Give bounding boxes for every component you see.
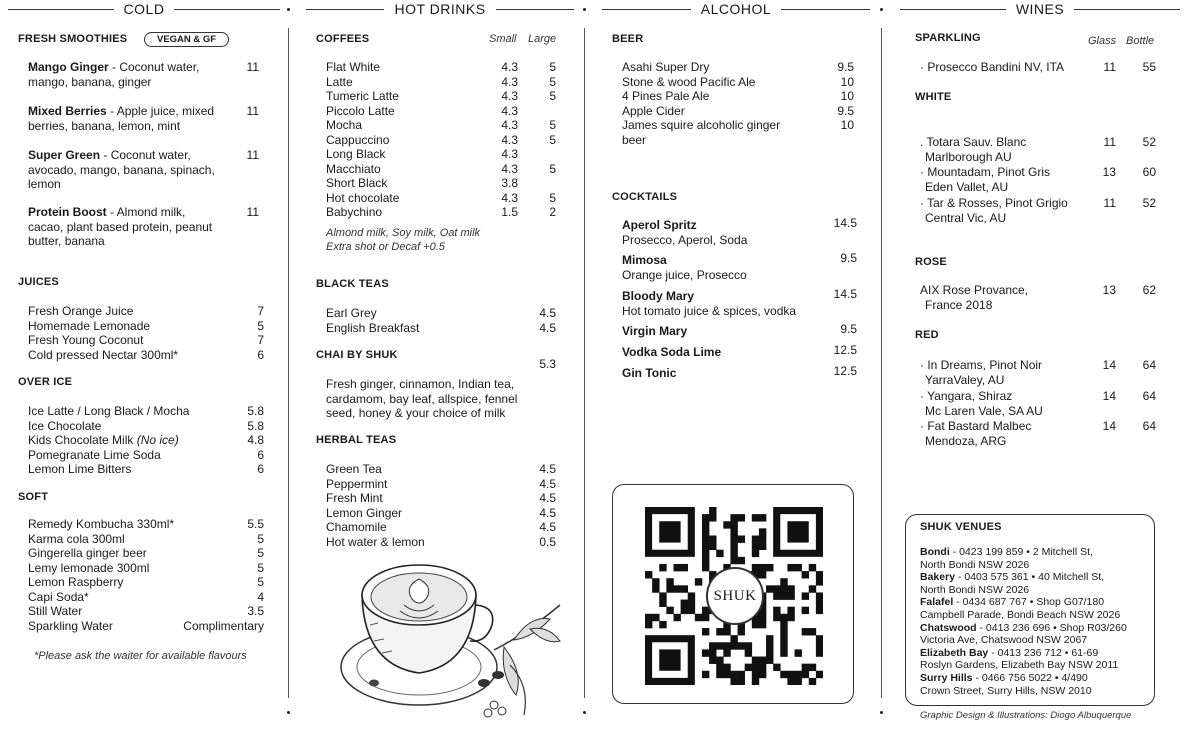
black-tea-item-price: 4.5 [539, 306, 556, 320]
red-wine-bottle-price: 64 [1142, 419, 1156, 433]
bottle-label: Bottle [1126, 35, 1155, 47]
soft-drink-item-price: 5 [257, 575, 264, 589]
sparkling-heading: SPARKLING [915, 32, 981, 44]
coffee-name: Short Black [326, 176, 388, 190]
herbal-tea-item-price: 4.5 [539, 505, 556, 520]
soft-drink-item-name: Lemon Raspberry [28, 575, 124, 589]
large-size-label: Large [528, 33, 557, 45]
coffee-large-price: 5 [549, 118, 556, 132]
coffee-small-price: 4.3 [501, 132, 518, 147]
beer-name: Apple Cider [622, 103, 685, 118]
extra-shot-note: Extra shot or Decaf +0.5 [326, 241, 445, 253]
coffees-heading: COFFEES [316, 33, 370, 45]
soft-drink-item [28, 517, 264, 532]
smoothie-item [28, 205, 218, 249]
cold-column [8, 0, 280, 729]
smoothie-description: - Apple juice, mixed berries, banana, lemon, mint [28, 104, 215, 133]
venue-address: Victoria Ave, Chatswood NSW 2067 [920, 634, 1088, 647]
coffee-small-price: 4.3 [501, 74, 518, 89]
divider-dot [583, 8, 586, 11]
wines-header [900, 0, 1180, 18]
soft-drink-item-name: Karma cola 300ml [28, 531, 125, 546]
coffee-name: Latte [326, 74, 353, 89]
white-wine-region: Eden Vallet, AU [925, 180, 1009, 194]
soft-drink-item [28, 590, 264, 605]
coffee-name: Long Black [326, 147, 386, 161]
soft-drink-item-name: Sparkling Water [28, 618, 113, 633]
herbal-tea-item [326, 506, 556, 521]
venues-card [905, 514, 1155, 706]
herbal-tea-item-name: Chamomile [326, 520, 387, 534]
cocktail-description: Prosecco, Aperol, Soda [622, 233, 748, 247]
smoothie-price: 11 [246, 148, 259, 162]
smoothie-description: - Almond milk, cacao, plant based protein, peanut butter, banana [28, 205, 213, 248]
soft-drink-item [28, 546, 264, 561]
smoothie-item [28, 104, 218, 133]
column-divider [584, 28, 585, 698]
over-ice-item-name: Lemon Lime Bitters [28, 462, 132, 476]
coffee-small-price: 4.3 [501, 190, 518, 205]
black-tea-item [326, 306, 556, 321]
over-ice-item-price: 4.8 [247, 433, 264, 447]
soft-drink-item-name: Capi Soda* [28, 589, 89, 604]
cocktail-name: Bloody Mary [622, 289, 695, 303]
juice-item-name: Homemade Lemonade [28, 318, 151, 333]
soft-drink-item-price: 5 [257, 546, 264, 560]
herbal-tea-item-name: Green Tea [326, 462, 382, 476]
coffee-large-price: 5 [549, 132, 556, 147]
white-wine-bottle-price: 52 [1142, 135, 1156, 149]
red-heading: RED [915, 329, 939, 341]
juices-heading: JUICES [18, 276, 59, 288]
smoothie-price: 11 [246, 60, 259, 74]
coffee-small-price: 4.3 [501, 60, 518, 74]
venue-name: Chatswood [920, 621, 977, 634]
white-wine-name: · Mountadam, Pinot Gris [920, 165, 1051, 179]
white-wine-name: . Totara Sauv. Blanc [920, 135, 1027, 149]
cocktails-heading: COCKTAILS [612, 191, 678, 203]
venue-entry [920, 647, 1150, 672]
chai-heading: CHAI BY SHUK [316, 349, 398, 361]
cocktail-name: Mimosa [622, 253, 667, 267]
design-credit: Graphic Design & Illustrations: Diogo Albuquerque [920, 710, 1132, 721]
over-ice-item-price: 5.8 [247, 404, 264, 418]
venue-address: North Bondi NSW 2026 [920, 583, 1030, 596]
over-ice-item [28, 433, 264, 448]
smoothies-heading: FRESH SMOOTHIES [18, 33, 128, 45]
cocktail-name: Gin Tonic [622, 366, 677, 380]
cocktail-name: Vodka Soda Lime [622, 345, 722, 359]
black-tea-item-name: English Breakfast [326, 320, 420, 335]
cocktail-description: Orange juice, Prosecco [622, 268, 747, 282]
over-ice-item [28, 404, 264, 419]
beer-name: James squire alcoholic ginger beer [622, 118, 781, 147]
smoothie-item [28, 60, 218, 89]
white-wine-glass-price: 11 [1103, 196, 1116, 210]
coffee-name: Cappuccino [326, 132, 390, 147]
over-ice-item-price: 6 [257, 462, 264, 476]
flavours-footnote: *Please ask the waiter for available flavours [34, 650, 247, 662]
red-wine-glass-price: 14 [1102, 419, 1116, 433]
soft-drink-item [28, 575, 264, 590]
juice-item [28, 348, 264, 363]
wines-column [900, 0, 1180, 729]
qr-code-card[interactable] [612, 484, 854, 704]
beer-price: 9.5 [837, 103, 854, 118]
beer-heading: BEER [612, 33, 644, 45]
coffee-large-price: 5 [549, 60, 556, 74]
venue-details: - 0403 575 361 • 40 Mitchell St, [955, 571, 1105, 584]
venue-details: - 0434 687 767 • Shop G07/180 [953, 596, 1105, 609]
soft-drink-item-price: 5 [257, 560, 264, 575]
beer-name: Stone & wood Pacific Ale [622, 74, 756, 89]
smoothie-price: 11 [246, 104, 259, 118]
venue-address: Crown Street, Surry Hills, NSW 2010 [920, 684, 1092, 697]
herbal-tea-item [326, 535, 556, 550]
soft-drink-item-name: Still Water [28, 604, 83, 618]
smoothie-name: Mango Ginger [28, 60, 109, 74]
white-wine-bottle-price: 52 [1142, 196, 1156, 210]
black-tea-item-price: 4.5 [539, 320, 556, 335]
coffee-large-price: 5 [549, 74, 556, 89]
coffee-name: Piccolo Latte [326, 103, 395, 118]
rose-wine-name: AIX Rose Provance, [920, 283, 1029, 297]
red-wine-region: YarraValey, AU [925, 373, 1005, 387]
milk-note: Almond milk, Soy milk, Oat milk [326, 227, 481, 239]
venue-name: Falafel [920, 596, 954, 609]
over-ice-item [28, 462, 264, 477]
juice-item [28, 319, 264, 334]
venue-name: Surry Hills [920, 671, 973, 684]
soft-drink-item [28, 532, 264, 547]
venues-heading: SHUK VENUES [920, 521, 1002, 533]
vegan-gf-badge: VEGAN & GF [144, 32, 229, 47]
cocktail-price: 9.5 [840, 322, 857, 336]
smoothie-item [28, 148, 218, 192]
divider-dot [880, 711, 883, 714]
beer-price: 9.5 [837, 60, 854, 74]
over-ice-item-price: 6 [257, 447, 264, 462]
cocktail-price: 12.5 [833, 364, 857, 378]
venue-address: Roslyn Gardens, Elizabeth Bay NSW 2011 [920, 659, 1119, 672]
red-wine-name: · Fat Bastard Malbec [920, 419, 1032, 433]
venue-address: Campbell Parade, Bondi Beach NSW 2026 [920, 608, 1121, 621]
white-wine-bottle-price: 60 [1142, 165, 1156, 179]
juice-item-price: 7 [257, 304, 264, 318]
cocktail-name: Virgin Mary [622, 324, 688, 338]
over-ice-item-name: Ice Chocolate [28, 418, 102, 433]
coffee-name: Tumeric Latte [326, 89, 399, 103]
beer-price: 10 [840, 89, 854, 103]
beer-name: 4 Pines Pale Ale [622, 89, 710, 103]
coffee-name: Flat White [326, 60, 381, 74]
venue-name: Elizabeth Bay [920, 646, 989, 659]
venue-entry [920, 622, 1150, 647]
venue-name: Bondi [920, 546, 950, 558]
herbal-tea-item-name: Peppermint [326, 476, 388, 491]
coffee-name: Macchiato [326, 161, 381, 176]
sparkling-wine-bottle-price: 55 [1142, 60, 1156, 74]
column-divider [881, 28, 882, 698]
herbal-tea-item-price: 4.5 [539, 491, 556, 505]
herbal-tea-item-name: Fresh Mint [326, 491, 383, 505]
black-tea-item-name: Earl Grey [326, 306, 377, 320]
section-heading: WINES [1015, 1, 1065, 17]
herbal-tea-item-price: 0.5 [539, 534, 556, 549]
smoothie-price: 11 [246, 205, 259, 219]
juice-item-name: Fresh Young Coconut [28, 333, 144, 347]
herbal-tea-item-name: Lemon Ginger [326, 505, 403, 520]
soft-drink-item [28, 561, 264, 576]
smoothie-description: - Coconut water, mango, banana, ginger [28, 60, 200, 89]
over-ice-heading: OVER ICE [18, 376, 73, 388]
cocktail-price: 9.5 [840, 251, 857, 265]
glass-label: Glass [1088, 35, 1117, 47]
over-ice-item [28, 419, 264, 434]
divider-dot [287, 8, 290, 11]
soft-drink-item-name: Gingerella ginger beer [28, 546, 147, 560]
herbal-tea-item [326, 491, 556, 506]
small-size-label: Small [489, 33, 517, 45]
coffee-name: Hot chocolate [326, 190, 400, 205]
coffee-small-price: 1.5 [501, 205, 518, 219]
venue-entry [920, 546, 1150, 571]
over-ice-item-note: (No ice) [136, 433, 179, 447]
sparkling-wine-name: · Prosecco Bandini NV, ITA [920, 60, 1065, 74]
red-wine-name: · In Dreams, Pinot Noir [920, 358, 1043, 372]
venue-details: - 0413 236 712 • 61-69 [988, 646, 1099, 659]
over-ice-item-name: Pomegranate Lime Soda [28, 447, 161, 462]
soft-drink-item-price: 5 [257, 531, 264, 546]
soft-drink-item-price: 3.5 [247, 604, 264, 618]
over-ice-item-price: 5.8 [247, 418, 264, 433]
juice-item [28, 304, 264, 319]
over-ice-item-name: Kids Chocolate Milk (No ice) [28, 433, 179, 447]
venue-entry [920, 571, 1150, 596]
section-heading: HOT DRINKS [394, 1, 486, 17]
venue-entry [920, 672, 1150, 697]
soft-heading: SOFT [18, 491, 49, 503]
coffee-cup-illustration [334, 555, 566, 720]
white-wine-glass-price: 11 [1103, 135, 1116, 149]
beer-price: 10 [840, 74, 854, 89]
coffee-large-price: 5 [549, 161, 556, 176]
cold-header [8, 0, 280, 18]
juice-item-name: Fresh Orange Juice [28, 304, 134, 318]
herbal-tea-item-name: Hot water & lemon [326, 534, 425, 549]
shuk-logo: SHUK [706, 567, 764, 625]
red-wine-glass-price: 14 [1102, 389, 1116, 403]
cocktail-price: 14.5 [833, 287, 857, 301]
herbal-tea-item-price: 4.5 [539, 462, 556, 476]
coffee-name: Mocha [326, 118, 363, 132]
red-wine-glass-price: 14 [1102, 358, 1116, 372]
juice-item-name: Cold pressed Nectar 300ml* [28, 347, 179, 362]
juice-item-price: 6 [257, 347, 264, 362]
black-teas-heading: BLACK TEAS [316, 278, 389, 290]
smoothie-description: - Coconut water, avocado, mango, banana, spinach, lemon [28, 148, 215, 191]
juice-item-price: 7 [257, 333, 264, 347]
herbal-tea-item [326, 520, 556, 535]
black-tea-item [326, 321, 556, 336]
chai-price: 5.3 [539, 357, 556, 371]
divider-dot [287, 711, 290, 714]
soft-drink-item-price: 5.5 [247, 517, 264, 531]
coffee-small-price: 4.3 [501, 118, 518, 132]
juice-item [28, 333, 264, 348]
rose-wine-region: France 2018 [925, 298, 993, 312]
white-wine-region: Central Vic, AU [925, 211, 1007, 225]
sparkling-wine-glass-price: 11 [1103, 60, 1116, 74]
divider-dot [880, 8, 883, 11]
alcohol-column [602, 0, 870, 729]
red-wine-bottle-price: 64 [1142, 389, 1156, 403]
rose-wine-glass-price: 13 [1102, 283, 1116, 297]
rose-heading: ROSE [915, 256, 947, 268]
red-wine-name: · Yangara, Shiraz [920, 389, 1013, 403]
red-wine-region: Mendoza, ARG [925, 434, 1007, 448]
herbal-tea-item-price: 4.5 [539, 520, 556, 534]
coffee-large-price: 5 [549, 89, 556, 103]
juice-item-price: 5 [257, 318, 264, 333]
section-heading: ALCOHOL [700, 1, 772, 17]
venue-address: North Bondi NSW 2026 [920, 558, 1030, 571]
smoothie-name: Super Green [28, 148, 101, 162]
hot-drinks-column [306, 0, 574, 729]
red-wine-bottle-price: 64 [1142, 358, 1156, 372]
white-wine-name: · Tar & Rosses, Pinot Grigio [920, 196, 1068, 210]
venue-entry [920, 596, 1150, 621]
cocktail-description: Hot tomato juice & spices, vodka [622, 304, 797, 318]
over-ice-item-name: Ice Latte / Long Black / Mocha [28, 404, 190, 418]
section-heading: COLD [123, 1, 165, 17]
rose-wine-bottle-price: 62 [1142, 283, 1156, 297]
soft-drink-item-price: Complimentary [183, 618, 264, 633]
cocktail-price: 12.5 [833, 343, 857, 357]
cocktail-name: Aperol Spritz [622, 218, 697, 232]
beer-name: Asahi Super Dry [622, 60, 710, 74]
coffee-small-price: 4.3 [501, 161, 518, 176]
beer-price: 10 [840, 118, 854, 132]
herbal-tea-item [326, 462, 556, 477]
coffee-large-price: 2 [549, 205, 556, 219]
column-divider [288, 28, 289, 698]
coffee-small-price: 4.3 [501, 147, 518, 161]
red-wine-region: Mc Laren Vale, SA AU [925, 404, 1043, 418]
smoothie-name: Protein Boost [28, 205, 107, 219]
coffee-small-price: 4.3 [501, 103, 518, 118]
cocktail-price: 14.5 [833, 216, 857, 230]
divider-dot [583, 711, 586, 714]
soft-drink-item [28, 604, 264, 619]
coffee-large-price: 5 [549, 190, 556, 205]
white-heading: WHITE [915, 91, 952, 103]
white-wine-region: Marlborough AU [925, 150, 1012, 164]
soft-drink-item [28, 619, 264, 634]
soft-drink-item-name: Lemy lemonade 300ml [28, 560, 150, 575]
white-wine-glass-price: 13 [1102, 165, 1116, 179]
over-ice-item [28, 448, 264, 463]
smoothie-name: Mixed Berries [28, 104, 107, 118]
chai-description: Fresh ginger, cinnamon, Indian tea, cardamom, bay leaf, allspice, fennel seed, honey & your choice of milk [326, 377, 518, 420]
soft-drink-item-name: Remedy Kombucha 330ml* [28, 517, 175, 531]
herbal-tea-item-price: 4.5 [539, 476, 556, 491]
coffee-name: Babychino [326, 205, 383, 219]
coffee-small-price: 3.8 [501, 176, 518, 190]
venue-details: - 0423 199 859 • 2 Mitchell St, [949, 546, 1093, 558]
soft-drink-item-price: 4 [257, 589, 264, 604]
venue-details: - 0466 756 5022 • 4/490 [972, 671, 1088, 684]
herbal-tea-item [326, 477, 556, 492]
venue-name: Bakery [920, 571, 956, 584]
venue-details: - 0413 236 696 • Shop R03/260 [976, 621, 1127, 634]
coffee-small-price: 4.3 [501, 89, 518, 103]
hot-drinks-header [306, 0, 574, 18]
herbal-teas-heading: HERBAL TEAS [316, 434, 397, 446]
alcohol-header [602, 0, 870, 18]
